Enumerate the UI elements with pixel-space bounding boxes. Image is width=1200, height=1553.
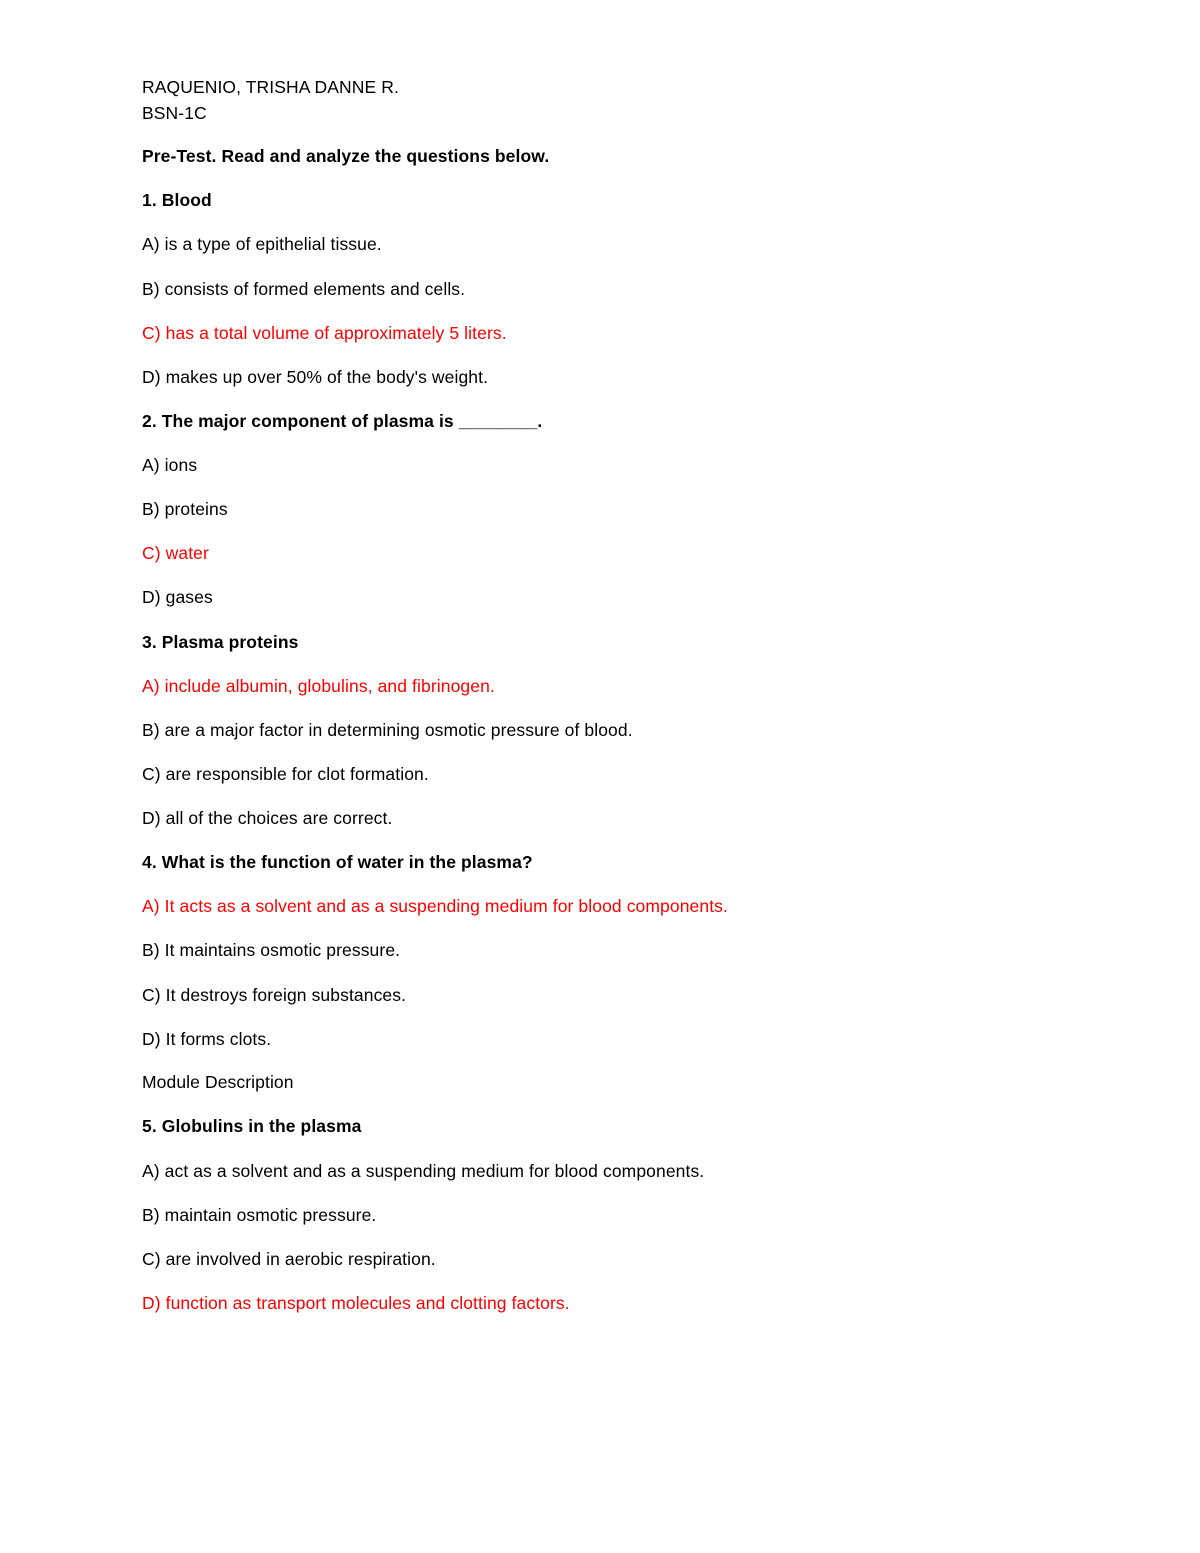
question-5-choice-d-answer: D) function as transport molecules and clotting factors. <box>142 1293 570 1313</box>
question-5-choice-a: A) act as a solvent and as a suspending medium for blood components. <box>142 1161 705 1181</box>
question-5-choice-b: B) maintain osmotic pressure. <box>142 1205 377 1225</box>
question-2-prompt: 2. The major component of plasma is ________. <box>142 411 543 431</box>
question-3-choice-d: D) all of the choices are correct. <box>142 808 393 828</box>
question-1-prompt: 1. Blood <box>142 190 212 210</box>
question-3-prompt: 3. Plasma proteins <box>142 632 299 652</box>
question-1-choice-a: A) is a type of epithelial tissue. <box>142 234 382 254</box>
question-4-choice-a-answer: A) It acts as a solvent and as a suspending medium for blood components. <box>142 896 728 916</box>
question-4-choice-c: C) It destroys foreign substances. <box>142 985 407 1005</box>
question-3-choice-b: B) are a major factor in determining osmotic pressure of blood. <box>142 720 633 740</box>
question-5-prompt: 5. Globulins in the plasma <box>142 1116 362 1136</box>
question-4-choice-d: D) It forms clots. <box>142 1029 272 1049</box>
question-4-choice-b: B) It maintains osmotic pressure. <box>142 940 401 960</box>
instructions: Pre-Test. Read and analyze the questions below. <box>142 146 550 166</box>
question-2-choice-a: A) ions <box>142 455 198 475</box>
question-1-choice-c-answer: C) has a total volume of approximately 5 liters. <box>142 323 507 343</box>
question-3-choice-c: C) are responsible for clot formation. <box>142 764 429 784</box>
question-4-prompt: 4. What is the function of water in the plasma? <box>142 852 533 872</box>
student-name: RAQUENIO, TRISHA DANNE R. <box>142 77 399 97</box>
question-2-choice-c-answer: C) water <box>142 543 209 563</box>
question-1-choice-d: D) makes up over 50% of the body's weight. <box>142 367 489 387</box>
question-1-choice-b: B) consists of formed elements and cells. <box>142 279 466 299</box>
question-5-choice-c: C) are involved in aerobic respiration. <box>142 1249 436 1269</box>
student-section: BSN-1C <box>142 103 207 123</box>
module-description: Module Description <box>142 1072 294 1092</box>
question-2-choice-d: D) gases <box>142 587 213 607</box>
question-2-choice-b: B) proteins <box>142 499 228 519</box>
question-3-choice-a-answer: A) include albumin, globulins, and fibrinogen. <box>142 676 495 696</box>
